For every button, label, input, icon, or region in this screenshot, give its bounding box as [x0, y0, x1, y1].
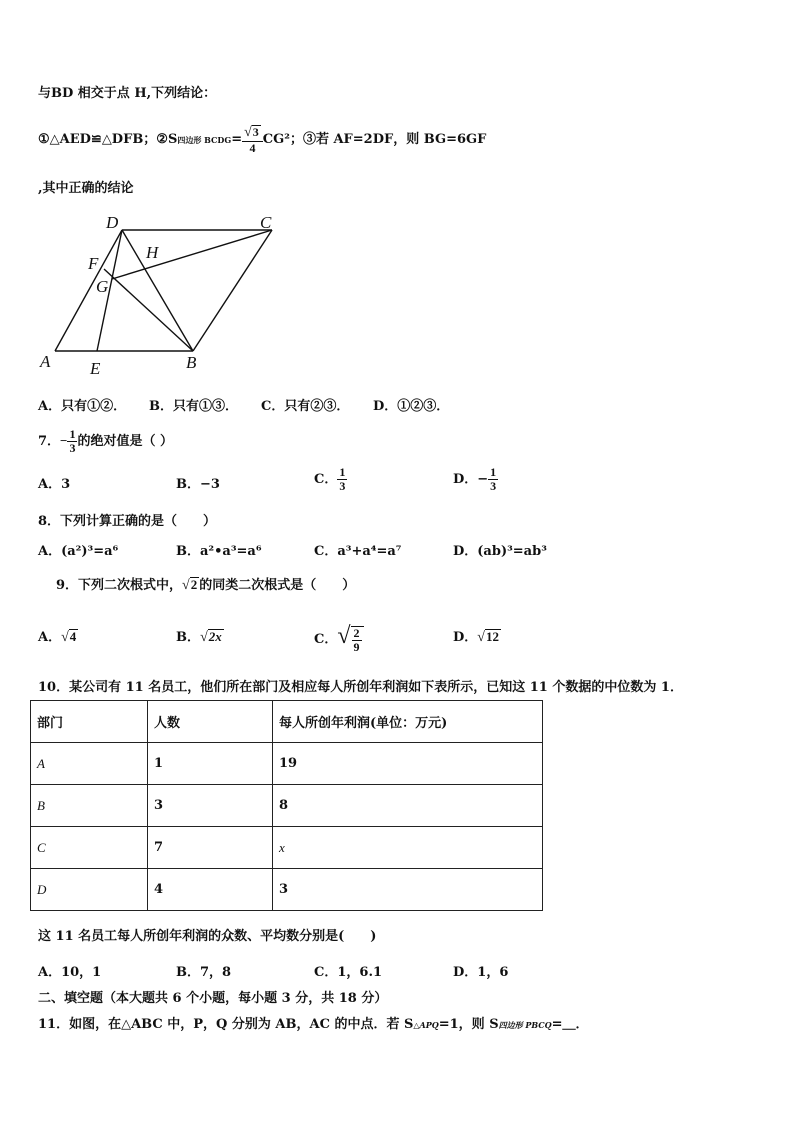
- q10-table: [30, 700, 543, 911]
- q7-option-c[interactable]: [314, 463, 347, 497]
- q9-option-d[interactable]: D．√12: [453, 629, 499, 645]
- label-a: A: [40, 352, 51, 371]
- q9-suffix: 的同类二次根式是（ ）: [199, 578, 356, 593]
- q6-subscript-quadrilateral: 四边形 BCDG: [177, 135, 232, 145]
- table-row: [31, 743, 543, 785]
- q6-fraction: $\frac{√3}{4}$: [242, 125, 263, 154]
- q6-parallelogram-figure: [36, 206, 286, 381]
- q9-option-d-radicand: 12: [485, 629, 499, 644]
- q8-option-a[interactable]: A．(a²)³=a⁶: [38, 544, 119, 559]
- cell-count: 4: [148, 869, 273, 911]
- q7-c-num: 1: [339, 465, 346, 480]
- q7-option-c-label: C．: [314, 472, 338, 487]
- q10-option-b[interactable]: B．7，8: [176, 965, 232, 980]
- cell-count: 7: [148, 827, 273, 869]
- cell-dept: C: [31, 827, 148, 869]
- q7-fraction: [67, 428, 77, 454]
- q8-option-c[interactable]: C．a³+a⁴=a⁷: [314, 544, 402, 559]
- table-row: [31, 785, 543, 827]
- header-profit: 每人所创年利润(单位：万元): [273, 701, 543, 743]
- q6-conclusions: [38, 122, 486, 158]
- q9-option-a-label: A．: [38, 630, 62, 645]
- q11-part3[interactable]: =＿．: [551, 1017, 589, 1032]
- q8-option-d[interactable]: D．(ab)³=ab³: [453, 544, 547, 559]
- label-g: G: [96, 277, 109, 296]
- q7-stem: [38, 424, 173, 459]
- q9-prefix: 9．下列二次根式中，: [56, 578, 183, 593]
- label-e: E: [90, 359, 101, 378]
- q7-suffix: 的绝对值是（ ）: [77, 434, 173, 449]
- q7-option-d-fraction: [488, 466, 498, 492]
- cell-profit: x: [273, 827, 543, 869]
- q7-d-num: 1: [490, 465, 497, 480]
- label-f: F: [88, 254, 99, 273]
- q9-sqrt: √2: [182, 577, 198, 593]
- q7-option-a[interactable]: A．3: [38, 477, 71, 492]
- q9-option-a[interactable]: A．√4: [38, 629, 77, 645]
- label-c: C: [260, 213, 272, 232]
- q9-c-num: 2: [353, 625, 360, 640]
- q7-num: 1: [69, 427, 76, 442]
- q7-d-den: 3: [490, 479, 497, 493]
- q11-part1: 11．如图，在△ABC 中，P，Q 分别为 AB，AC 的中点．若 S: [38, 1017, 414, 1032]
- q9-option-b-label: B．: [176, 630, 200, 645]
- table-row: [31, 869, 543, 911]
- q9-option-c-label: C．: [314, 632, 338, 647]
- q6-equals: =: [231, 132, 243, 147]
- q9-c-den: 9: [353, 640, 360, 655]
- cell-profit: 19: [273, 743, 543, 785]
- label-d: D: [106, 213, 119, 232]
- section-2-heading: 二、填空题（本大题共 6 个小题，每小题 3 分，共 18 分）: [38, 991, 388, 1006]
- cell-profit: 3: [273, 869, 543, 911]
- q7-c-den: 3: [339, 479, 346, 493]
- q6-option-c[interactable]: C．只有②③．: [261, 399, 350, 414]
- q8-option-b[interactable]: B．a²•a³=a⁶: [176, 544, 262, 559]
- header-department: 部门: [31, 701, 148, 743]
- cell-dept: D: [31, 869, 148, 911]
- q9-option-d-label: D．: [453, 630, 478, 645]
- q6-conclusion-1: ①△AED≌△DFB；②S: [38, 132, 178, 147]
- header-count: 人数: [148, 701, 273, 743]
- q9-option-c[interactable]: C．√ $\frac{2}{9}$: [314, 616, 364, 660]
- q9-option-b[interactable]: B．√2x: [176, 629, 222, 645]
- edge-ad: [55, 230, 122, 351]
- cell-dept: A: [31, 743, 148, 785]
- cell-count: 3: [148, 785, 273, 827]
- label-b: B: [186, 353, 197, 372]
- q6-sqrt3: 3: [252, 124, 259, 139]
- q10-question: 这 11 名员工每人所创年利润的众数、平均数分别是( ): [38, 929, 377, 944]
- q10-option-d[interactable]: D．1，6: [453, 965, 509, 980]
- q10-option-a[interactable]: A．10，1: [38, 965, 102, 980]
- q9-option-b-radicand: 2x: [208, 629, 222, 644]
- label-h: H: [146, 243, 159, 262]
- table-row: [31, 827, 543, 869]
- cell-profit: 8: [273, 785, 543, 827]
- q6-which: ,其中正确的结论: [38, 181, 134, 196]
- q11-sub-pbcq: 四边形 PBCQ: [498, 1020, 552, 1030]
- q10-stem: 10．某公司有 11 名员工，他们所在部门及相应每人所创年利润如下表所示，已知这 11 个数据的中位数为 1．: [38, 680, 683, 695]
- edge-cb: [193, 230, 272, 351]
- q7-minus: −: [60, 433, 68, 448]
- q10-option-c[interactable]: C．1，6.1: [314, 965, 383, 980]
- q6-option-a[interactable]: A．只有①②．: [38, 399, 127, 414]
- q6-option-d[interactable]: D．①②③．: [373, 399, 450, 414]
- q7-option-c-fraction: [337, 466, 347, 492]
- q7-option-b[interactable]: B．−3: [176, 477, 220, 492]
- q6-option-b[interactable]: B．只有①③．: [149, 399, 238, 414]
- cell-count: 1: [148, 743, 273, 785]
- q7-den: 3: [69, 441, 76, 455]
- q7-prefix: 7．: [38, 434, 61, 449]
- q9-radicand: 2: [190, 577, 198, 592]
- q9-option-a-radicand: 4: [69, 629, 77, 644]
- table-header-row: [31, 701, 543, 743]
- cell-dept: B: [31, 785, 148, 827]
- q6-intro: 与BD 相交于点 H,下列结论：: [38, 86, 217, 101]
- q9-stem: [56, 574, 355, 597]
- q11-part2: =1，则 S: [438, 1017, 499, 1032]
- q11-stem: [38, 1013, 589, 1032]
- q6-conclusion-2-3: CG²；③若 AF=2DF，则 BG=6GF: [262, 132, 487, 147]
- q7-option-d-label: D．−: [453, 472, 489, 487]
- q8-stem: 8．下列计算正确的是（ ）: [38, 514, 217, 529]
- segment-fb: [104, 269, 193, 351]
- q7-option-d[interactable]: [453, 463, 498, 497]
- q6-den4: 4: [249, 140, 256, 155]
- q11-sub-apq: △APQ: [413, 1020, 439, 1030]
